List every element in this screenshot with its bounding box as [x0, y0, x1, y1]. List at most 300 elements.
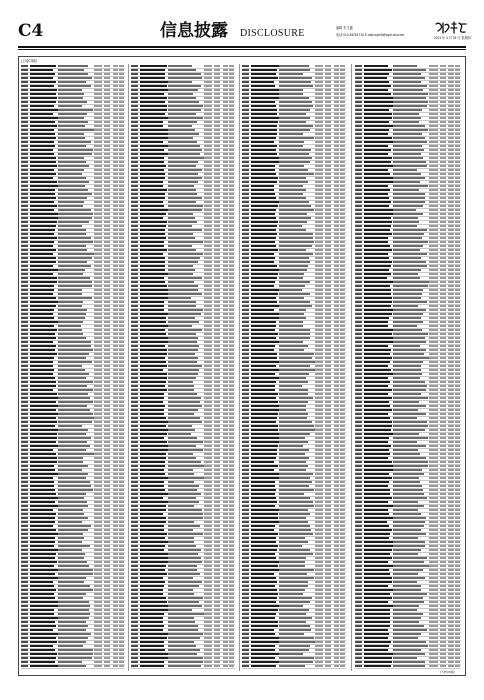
table-cell [113, 205, 118, 207]
table-cell [131, 293, 138, 295]
table-cell [448, 397, 453, 399]
table-cell [30, 261, 57, 263]
table-cell [325, 497, 331, 499]
table-cell [168, 337, 197, 339]
table-cell [429, 165, 437, 167]
table-cell [364, 325, 388, 327]
table-cell [340, 309, 345, 311]
table-cell [113, 549, 118, 551]
table-cell [355, 249, 362, 251]
table-cell [119, 197, 124, 199]
table-cell [119, 605, 124, 607]
table-cell [131, 517, 138, 519]
table-cell [204, 97, 212, 99]
table-cell [429, 641, 437, 643]
table-cell [455, 105, 460, 107]
table-cell [440, 337, 446, 339]
table-cell [229, 393, 234, 395]
table-cell [119, 441, 124, 443]
table-cell [30, 281, 57, 283]
table-cell [131, 493, 138, 495]
table-cell [455, 89, 460, 91]
table-cell [340, 541, 345, 543]
table-cell [364, 221, 392, 223]
table-cell [455, 497, 460, 499]
table-cell [448, 589, 453, 591]
table-cell [355, 225, 362, 227]
table-cell [119, 245, 124, 247]
table-cell [279, 573, 307, 575]
table-cell [58, 341, 90, 343]
table-cell [355, 161, 362, 163]
table-cell [223, 397, 228, 399]
table-cell [168, 409, 197, 411]
table-cell [279, 613, 305, 615]
table-cell [58, 533, 82, 535]
table-cell [429, 429, 437, 431]
table-cell [119, 393, 124, 395]
table-cell [140, 109, 167, 111]
section-title-english: DISCLOSURE [240, 28, 305, 39]
table-cell [364, 529, 392, 531]
table-cell [229, 517, 234, 519]
table-cell [21, 589, 28, 591]
table-cell [393, 197, 425, 199]
table-cell [131, 165, 138, 167]
table-cell [140, 541, 168, 543]
table-cell [214, 321, 220, 323]
table-cell [334, 441, 339, 443]
table-cell [364, 401, 389, 403]
table-cell [429, 129, 437, 131]
table-cell [168, 141, 197, 143]
table-cell [279, 97, 309, 99]
table-cell [364, 309, 393, 311]
table-cell [223, 429, 228, 431]
table-cell [168, 545, 195, 547]
table-cell [315, 569, 323, 571]
table-cell [355, 417, 362, 419]
table-cell [279, 593, 302, 595]
table-cell [30, 529, 56, 531]
table-cell [94, 153, 102, 155]
table-cell [448, 557, 453, 559]
table-cell [21, 109, 28, 111]
table-cell [113, 269, 118, 271]
table-cell [104, 249, 110, 251]
table-cell [113, 461, 118, 463]
table-cell [448, 649, 453, 651]
table-cell [455, 185, 460, 187]
table-cell [315, 653, 323, 655]
table-cell [229, 309, 234, 311]
table-cell [21, 653, 28, 655]
table-cell [58, 549, 81, 551]
table-cell [113, 585, 118, 587]
table-cell [94, 437, 102, 439]
table-cell [58, 329, 82, 331]
table-cell [455, 265, 460, 267]
table-cell [251, 589, 277, 591]
table-cell [334, 369, 339, 371]
table-cell [58, 357, 85, 359]
table-cell [334, 189, 339, 191]
table-cell [355, 605, 362, 607]
table-cell [242, 533, 249, 535]
table-cell [204, 613, 212, 615]
table-cell [251, 81, 274, 83]
table-cell [251, 105, 276, 107]
table-cell [355, 653, 362, 655]
table-cell [364, 185, 388, 187]
table-cell [242, 413, 249, 415]
table-cell [94, 85, 102, 87]
table-cell [58, 345, 90, 347]
table-cell [140, 481, 164, 483]
table-cell [334, 561, 339, 563]
table-cell [119, 545, 124, 547]
table-cell [279, 221, 306, 223]
table-cell [355, 513, 362, 515]
table-cell [455, 453, 460, 455]
table-cell [104, 313, 110, 315]
table-cell [204, 517, 212, 519]
table-cell [223, 661, 228, 663]
table-cell [334, 317, 339, 319]
table-cell [448, 437, 453, 439]
table-cell [104, 445, 110, 447]
table-cell [364, 249, 392, 251]
table-cell [223, 641, 228, 643]
table-cell [94, 329, 102, 331]
table-cell [279, 257, 308, 259]
table-cell [242, 225, 249, 227]
table-cell [58, 301, 83, 303]
table-cell [429, 513, 437, 515]
table-cell [279, 305, 311, 307]
table-cell [94, 461, 102, 463]
table-cell [30, 585, 54, 587]
table-cell [242, 397, 249, 399]
table-cell [94, 77, 102, 79]
table-cell [448, 161, 453, 163]
table-cell [279, 417, 306, 419]
table-cell [104, 253, 110, 255]
table-cell [355, 241, 362, 243]
table-cell [140, 349, 167, 351]
table-cell [429, 105, 437, 107]
table-cell [315, 289, 323, 291]
table-cell [94, 89, 102, 91]
table-cell [393, 77, 425, 79]
table-cell [21, 217, 28, 219]
table-cell [58, 73, 87, 75]
table-cell [229, 613, 234, 615]
table-cell [455, 197, 460, 199]
table-cell [21, 305, 28, 307]
table-cell [168, 377, 195, 379]
table-cell [448, 293, 453, 295]
table-cell [334, 497, 339, 499]
table-cell [58, 297, 91, 299]
table-cell [223, 577, 228, 579]
table-cell [204, 333, 212, 335]
table-cell [229, 405, 234, 407]
table-cell [204, 153, 212, 155]
table-cell [393, 497, 427, 499]
table-cell [104, 625, 110, 627]
table-cell [340, 237, 345, 239]
table-cell [94, 645, 102, 647]
table-cell [355, 553, 362, 555]
table-cell [325, 437, 331, 439]
table-cell [131, 221, 138, 223]
table-cell [325, 657, 331, 659]
table-cell [204, 645, 212, 647]
table-cell [21, 417, 28, 419]
table-cell [58, 665, 85, 667]
table-cell [204, 529, 212, 531]
table-cell [325, 257, 331, 259]
table-cell [251, 661, 280, 663]
table-cell [455, 665, 460, 667]
table-cell [113, 225, 118, 227]
table-cell [242, 653, 249, 655]
table-cell [440, 197, 446, 199]
table-cell [251, 405, 280, 407]
table-cell [229, 289, 234, 291]
table-cell [334, 285, 339, 287]
table-cell [455, 117, 460, 119]
table-cell [214, 109, 220, 111]
table-cell [334, 521, 339, 523]
table-cell [131, 661, 138, 663]
table-cell [364, 381, 390, 383]
table-cell [429, 621, 437, 623]
table-cell [204, 321, 212, 323]
table-cell [242, 141, 249, 143]
table-cell [393, 209, 416, 211]
table-cell [364, 293, 391, 295]
table-cell [455, 373, 460, 375]
table-cell [94, 493, 102, 495]
table-cell [119, 273, 124, 275]
table-cell [140, 73, 165, 75]
table-cell [113, 317, 118, 319]
table-cell [58, 465, 87, 467]
table-cell [214, 141, 220, 143]
table-cell [168, 341, 196, 343]
table-cell [325, 593, 331, 595]
table-cell [429, 261, 437, 263]
table-cell [355, 141, 362, 143]
table-cell [429, 601, 437, 603]
table-cell [140, 341, 169, 343]
table-cell [315, 501, 323, 503]
table-cell [315, 169, 323, 171]
table-cell [204, 661, 212, 663]
table-cell [334, 633, 339, 635]
table-cell [140, 569, 165, 571]
table-cell [168, 109, 201, 111]
table-row [242, 664, 346, 669]
table-cell [279, 321, 302, 323]
table-cell [325, 253, 331, 255]
table-cell [113, 129, 118, 131]
table-cell [119, 145, 124, 147]
table-cell [279, 561, 305, 563]
table-cell [214, 201, 220, 203]
table-cell [140, 529, 164, 531]
table-cell [30, 577, 58, 579]
table-cell [113, 261, 118, 263]
table-cell [455, 77, 460, 79]
table-cell [131, 429, 138, 431]
table-cell [104, 441, 110, 443]
table-cell [119, 261, 124, 263]
table-cell [393, 277, 420, 279]
table-cell [21, 357, 28, 359]
table-cell [448, 413, 453, 415]
table-cell [393, 129, 428, 131]
table-cell [119, 657, 124, 659]
table-cell [58, 149, 92, 151]
table-cell [429, 605, 437, 607]
table-cell [325, 485, 331, 487]
table-cell [340, 465, 345, 467]
table-cell [140, 213, 166, 215]
table-cell [440, 241, 446, 243]
table-cell [334, 629, 339, 631]
table-cell [214, 349, 220, 351]
table-cell [113, 433, 118, 435]
table-cell [204, 237, 212, 239]
table-cell [94, 549, 102, 551]
table-cell [214, 229, 220, 231]
table-cell [355, 385, 362, 387]
table-cell [340, 609, 345, 611]
table-cell [204, 597, 212, 599]
table-cell [393, 229, 427, 231]
table-cell [334, 569, 339, 571]
table-cell [440, 221, 446, 223]
table-cell [355, 537, 362, 539]
table-cell [251, 533, 278, 535]
table-cell [279, 277, 303, 279]
table-cell [334, 129, 339, 131]
table-cell [334, 149, 339, 151]
table-cell [140, 509, 166, 511]
table-cell [334, 265, 339, 267]
table-cell [214, 169, 220, 171]
table-cell [455, 153, 460, 155]
table-cell [242, 337, 249, 339]
table-cell [21, 69, 28, 71]
table-cell [113, 473, 118, 475]
table-cell [242, 617, 249, 619]
table-cell [131, 509, 138, 511]
table-cell [140, 209, 168, 211]
table-cell [204, 281, 212, 283]
table-cell [334, 65, 339, 67]
table-cell [21, 189, 28, 191]
table-cell [440, 249, 446, 251]
table-cell [251, 273, 278, 275]
table-cell [355, 349, 362, 351]
table-cell [104, 437, 110, 439]
table-cell [440, 525, 446, 527]
table-cell [30, 293, 53, 295]
table-cell [30, 73, 56, 75]
table-cell [251, 409, 280, 411]
table-cell [334, 241, 339, 243]
table-cell [229, 169, 234, 171]
table-cell [315, 437, 323, 439]
table-cell [58, 293, 81, 295]
table-cell [30, 545, 54, 547]
table-cell [30, 621, 55, 623]
table-cell [334, 461, 339, 463]
table-cell [214, 445, 220, 447]
table-cell [315, 333, 323, 335]
table-cell [113, 505, 118, 507]
table-cell [113, 637, 118, 639]
table-cell [214, 577, 220, 579]
table-cell [429, 177, 437, 179]
table-cell [21, 609, 28, 611]
table-cell [355, 565, 362, 567]
table-cell [315, 253, 323, 255]
table-cell [315, 625, 323, 627]
table-cell [229, 145, 234, 147]
table-cell [364, 541, 393, 543]
table-cell [340, 505, 345, 507]
table-cell [393, 281, 429, 283]
table-cell [113, 365, 118, 367]
table-cell [364, 101, 394, 103]
table-cell [242, 97, 249, 99]
table-cell [340, 321, 345, 323]
table-cell [131, 529, 138, 531]
table-cell [113, 617, 118, 619]
table-cell [315, 201, 323, 203]
table-cell [455, 501, 460, 503]
table-cell [168, 429, 194, 431]
table-cell [21, 269, 28, 271]
table-cell [340, 397, 345, 399]
table-cell [229, 97, 234, 99]
table-cell [440, 405, 446, 407]
table-cell [131, 461, 138, 463]
table-cell [94, 457, 102, 459]
table-cell [364, 653, 393, 655]
table-cell [223, 101, 228, 103]
table-cell [429, 509, 437, 511]
table-cell [242, 109, 249, 111]
table-cell [214, 493, 220, 495]
table-cell [30, 217, 59, 219]
table-cell [21, 317, 28, 319]
table-cell [440, 653, 446, 655]
table-cell [119, 365, 124, 367]
table-cell [140, 301, 164, 303]
table-cell [214, 637, 220, 639]
table-cell [168, 345, 198, 347]
table-cell [119, 413, 124, 415]
table-cell [30, 549, 58, 551]
table-cell [242, 473, 249, 475]
table-cell [455, 573, 460, 575]
